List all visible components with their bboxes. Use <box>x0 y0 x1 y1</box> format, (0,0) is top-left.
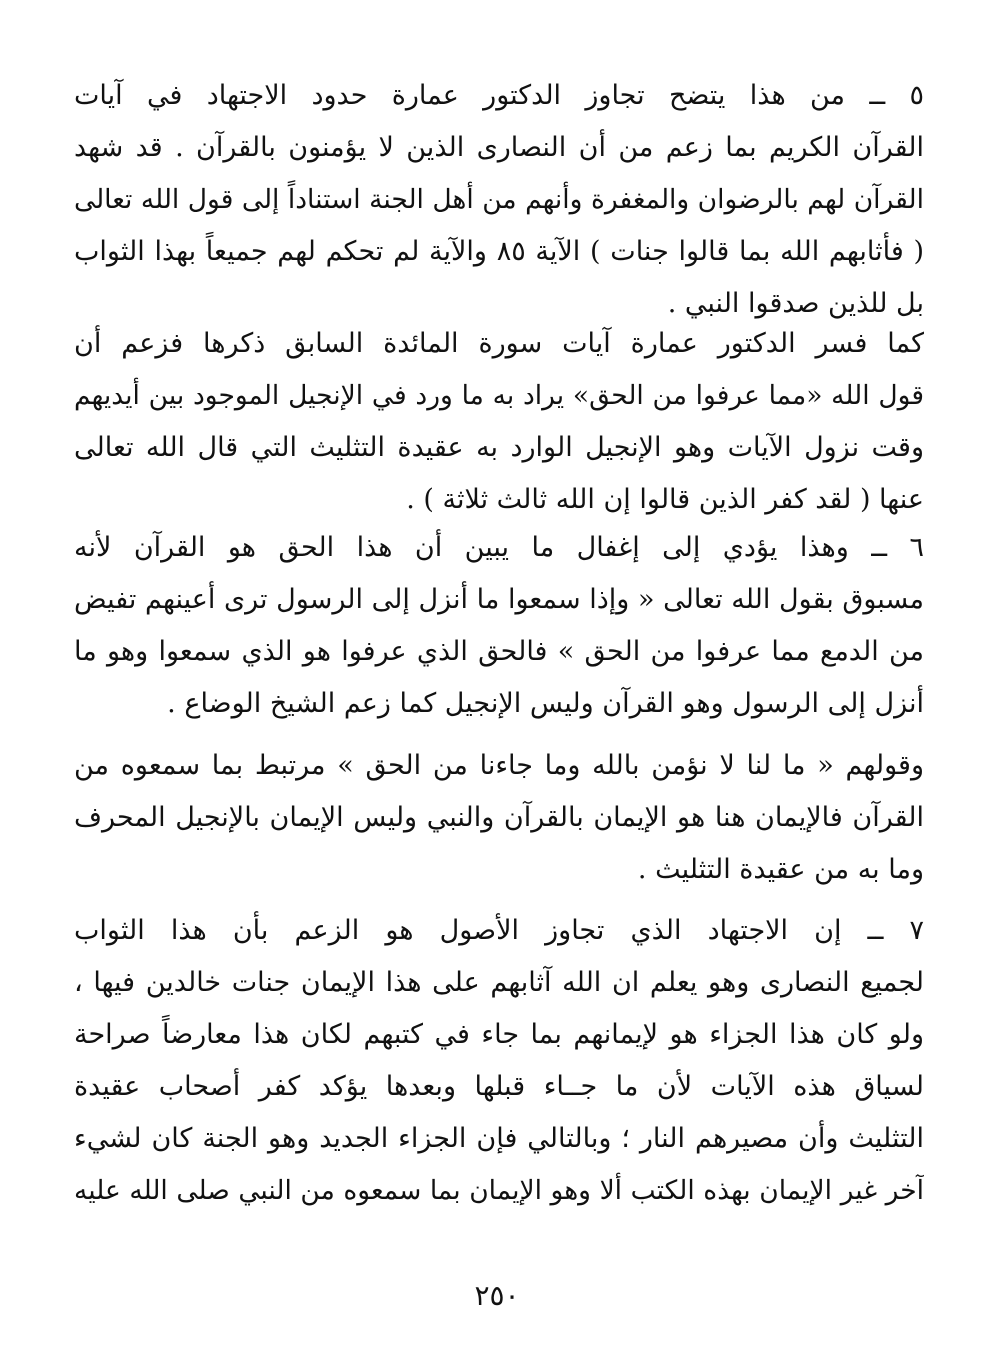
text-line: لسياق هذه الآيات لأن ما جــاء قبلها وبعدها يؤكد كفر أصحاب عقيدة <box>74 1071 924 1102</box>
text-line: كما فسر الدكتور عمارة آيات سورة المائدة السابق ذكرها فزعم أن <box>74 328 924 359</box>
text-line: قول الله «مما عرفوا من الحق» يراد به ما ورد في الإنجيل الموجود بين أيديهم <box>74 380 924 411</box>
text-line: وقولهم « ما لنا لا نؤمن بالله وما جاءنا من الحق » مرتبط بما سمعوه من <box>74 750 924 781</box>
paragraph-6 <box>74 522 924 730</box>
text-line: وما به من عقيدة التثليث . <box>637 854 924 885</box>
text-line: ( فأثابهم الله بما قالوا جنات ) الآية ٨٥ والآية لم تحكم لهم جميعاً بهذا الثواب <box>74 236 924 267</box>
text-line: وقت نزول الآيات وهو الإنجيل الوارد به عقيدة التثليث التي قال الله تعالى <box>74 432 924 463</box>
paragraph-interpretation <box>74 318 924 526</box>
text-line: مسبوق بقول الله تعالى « وإذا سمعوا ما أنزل إلى الرسول ترى أعينهم تفيض <box>74 584 924 615</box>
text-line: من الدمع مما عرفوا من الحق » فالحق الذي عرفوا هو الذي سمعوا وهو ما <box>74 636 924 667</box>
text-line: ولو كان هذا الجزاء هو لإيمانهم بما جاء في كتبهم لكان هذا معارضاً صراحة <box>74 1019 924 1050</box>
text-line: التثليث وأن مصيرهم النار ؛ وبالتالي فإن الجزاء الجديد وهو الجنة كان لشيء <box>74 1123 924 1154</box>
text-line: ٦ ــ وهذا يؤدي إلى إغفال ما يبين أن هذا الحق هو القرآن لأنه <box>74 532 924 563</box>
paragraph-their-saying <box>74 740 924 896</box>
text-line: بل للذين صدقوا النبي . <box>667 288 924 319</box>
paragraph-7 <box>74 905 924 1217</box>
text-line: لجميع النصارى وهو يعلم ان الله آثابهم على هذا الإيمان جنات خالدين فيها ، <box>74 967 924 998</box>
text-line: أنزل إلى الرسول وهو القرآن وليس الإنجيل كما زعم الشيخ الوضاع . <box>167 688 924 719</box>
text-line: ٧ ــ إن الاجتهاد الذي تجاوز الأصول هو الزعم بأن هذا الثواب <box>74 915 924 946</box>
text-line: القرآن لهم بالرضوان والمغفرة وأنهم من أهل الجنة استناداً إلى قول الله تعالى <box>74 184 924 215</box>
text-line: عنها ( لقد كفر الذين قالوا إن الله ثالث ثلاثة ) . <box>406 484 924 515</box>
text-line: آخر غير الإيمان بهذه الكتب ألا وهو الإيمان بما سمعوه من النبي صلى الله عليه <box>74 1175 924 1206</box>
page-number: ٢٥٠ <box>474 1279 520 1312</box>
text-line: ٥ ــ من هذا يتضح تجاوز الدكتور عمارة حدود الاجتهاد في آيات <box>74 80 924 111</box>
paragraph-5 <box>74 70 924 330</box>
text-line: القرآن الكريم بما زعم من أن النصارى الذين لا يؤمنون بالقرآن . قد شهد <box>74 132 924 163</box>
text-line: القرآن فالإيمان هنا هو الإيمان بالقرآن والنبي وليس الإيمان بالإنجيل المحرف <box>74 802 924 833</box>
